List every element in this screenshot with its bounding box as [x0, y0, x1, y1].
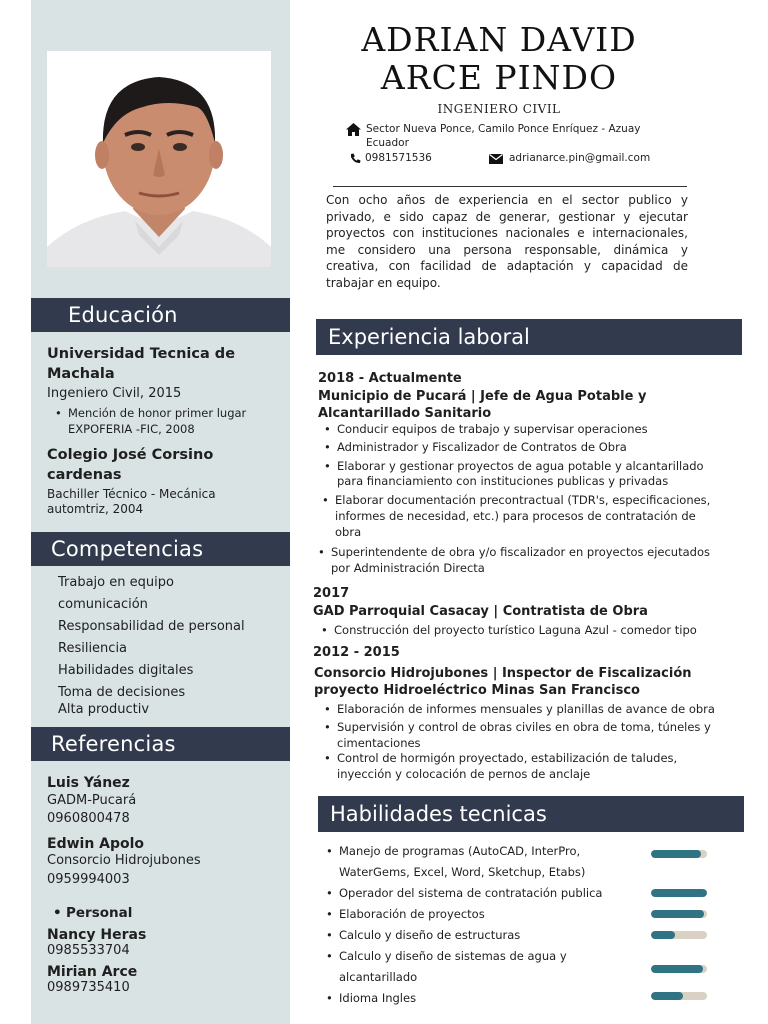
mail-icon — [489, 154, 503, 164]
tech-skill-bar — [651, 931, 707, 939]
school1-name: Universidad Tecnica de — [47, 346, 236, 362]
job1-bullet-cont: obra — [335, 525, 362, 539]
tech-skill-label-cont: alcantarillado — [339, 970, 418, 984]
job3-period: 2012 - 2015 — [313, 645, 400, 660]
ref3-phone: 0985533704 — [47, 943, 130, 958]
address-line1: Sector Nueva Ponce, Camilo Ponce Enríquez - Azuay — [366, 123, 641, 135]
job1-bullet: • Superintendente de obra y/o fiscalizador en proyectos ejecutados — [331, 545, 710, 559]
tech-skill-bar-fill — [651, 850, 701, 858]
ref1-org: GADM-Pucará — [47, 793, 137, 808]
job-title: INGENIERO CIVIL — [437, 102, 561, 116]
job3-bullet-cont: inyección y colocación de pernos de anclaje — [337, 767, 591, 781]
profile-photo — [47, 51, 271, 267]
skill-item: Alta productiv — [58, 702, 150, 717]
tech-skill-bar — [651, 889, 707, 897]
tech-skill-label: • Manejo de programas (AutoCAD, InterPro, — [339, 844, 580, 858]
technical-heading: Habilidades tecnicas — [318, 796, 744, 832]
job1-period: 2018 - Actualmente — [318, 371, 462, 386]
address-line2: Ecuador — [366, 137, 409, 149]
job1-bullet-cont: para financiamiento con instituciones publicas y privadas — [337, 474, 669, 488]
skills-heading: Competencias — [31, 532, 290, 566]
tech-skill-bar — [651, 965, 707, 973]
school2-degree-cont: automtriz, 2004 — [47, 502, 144, 516]
job1-bullet-cont: por Administración Directa — [331, 561, 485, 575]
header-divider — [333, 186, 687, 187]
ref3-name: Nancy Heras — [47, 927, 147, 943]
school1-note-cont: EXPOFERIA -FIC, 2008 — [68, 422, 195, 436]
job1-bullet: • Administrador y Fiscalizador de Contratos de Obra — [337, 440, 627, 454]
job2-title: GAD Parroquial Casacay | Contratista de Obra — [313, 604, 648, 619]
job1-bullet: • Elaborar y gestionar proyectos de agua potable y alcantarillado — [337, 459, 704, 473]
tech-skill-label: • Calculo y diseño de estructuras — [339, 928, 520, 942]
school1-degree: Ingeniero Civil, 2015 — [47, 386, 182, 401]
job1-title: Municipio de Pucará | Jefe de Agua Potable y — [318, 389, 647, 404]
job1-title-cont: Alcantarillado Sanitario — [318, 406, 492, 421]
school2-name-cont: cardenas — [47, 467, 122, 483]
job3-title-cont: proyecto Hidroeléctrico Minas San Francisco — [314, 683, 640, 698]
tech-skill-label: • Idioma Ingles — [339, 991, 416, 1005]
skill-item: comunicación — [58, 597, 148, 612]
tech-skill-label: • Calculo y diseño de sistemas de agua y — [339, 949, 567, 963]
ref2-org: Consorcio Hidrojubones — [47, 853, 201, 868]
skill-item: Resiliencia — [58, 641, 128, 656]
job2-bullet: • Construcción del proyecto turístico Laguna Azul - comedor tipo — [334, 623, 697, 637]
tech-skill-bar-fill — [651, 931, 675, 939]
tech-skill-bar — [651, 850, 707, 858]
job3-bullet: • Supervisión y control de obras civiles en obra de toma, túneles y — [337, 720, 711, 734]
tech-skill-bar — [651, 910, 707, 918]
phone-icon — [350, 153, 361, 164]
ref2-name: Edwin Apolo — [47, 836, 145, 852]
experience-heading: Experiencia laboral — [316, 319, 742, 355]
ref2-phone: 0959994003 — [47, 872, 130, 887]
tech-skill-label-cont: WaterGems, Excel, Word, Sketchup, Etabs) — [339, 865, 586, 879]
ref1-name: Luis Yánez — [47, 775, 130, 791]
school1-name-cont: Machala — [47, 366, 115, 382]
tech-skill-bar-fill — [651, 910, 704, 918]
education-heading: Educación — [31, 298, 290, 332]
home-icon — [346, 123, 361, 136]
job1-bullet-cont: informes de necesidad, etc.) para procesos de contratación de — [335, 509, 696, 523]
tech-skill-label: • Elaboración de proyectos — [339, 907, 485, 921]
job3-bullet-cont: cimentaciones — [337, 736, 421, 750]
school2-name: Colegio José Corsino — [47, 447, 214, 463]
skill-item: Toma de decisiones — [58, 685, 186, 700]
portrait-image — [47, 51, 271, 267]
skill-item: Habilidades digitales — [58, 663, 194, 678]
job3-bullet: • Control de hormigón proyectado, estabilización de taludes, — [337, 751, 677, 765]
tech-skill-label: • Operador del sistema de contratación publica — [339, 886, 602, 900]
skill-item: Responsabilidad de personal — [58, 619, 245, 634]
job1-bullet: • Conducir equipos de trabajo y supervisar operaciones — [337, 422, 648, 436]
ref1-phone: 0960800478 — [47, 811, 130, 826]
name-line1: ADRIAN DAVID — [361, 20, 637, 59]
skill-item: Trabajo en equipo — [58, 575, 174, 590]
job3-bullet: • Elaboración de informes mensuales y planillas de avance de obra — [337, 702, 715, 716]
tech-skill-bar-fill — [651, 965, 703, 973]
job1-bullet: • Elaborar documentación precontractual (TDR's, especificaciones, — [335, 493, 710, 507]
tech-skill-bar-fill — [651, 992, 683, 1000]
name-line2: ARCE PINDO — [380, 58, 618, 97]
school1-note: • Mención de honor primer lugar — [68, 406, 246, 420]
ref4-name: Mirian Arce — [47, 964, 138, 980]
personal-label: • Personal — [66, 905, 132, 921]
ref4-phone: 0989735410 — [47, 980, 130, 995]
profile-summary: Con ocho años de experiencia en el sector publico y privado, e sido capaz de generar, gestionar y ejecutar proyectos con instituciones nacionales e internacionales, me considero una persona responsable, dinámica y creativa, con facilidad de adaptación y capacidad de trabajar en equipo. — [326, 193, 688, 290]
tech-skill-bar-fill — [651, 889, 707, 897]
references-heading: Referencias — [31, 727, 290, 761]
job3-title: Consorcio Hidrojubones | Inspector de Fiscalización — [314, 666, 692, 681]
email-address: adrianarce.pin@gmail.com — [509, 152, 651, 164]
tech-skill-bar — [651, 992, 707, 1000]
school2-degree: Bachiller Técnico - Mecánica — [47, 487, 216, 501]
phone-number: 0981571536 — [365, 152, 432, 164]
job2-period: 2017 — [313, 586, 350, 601]
